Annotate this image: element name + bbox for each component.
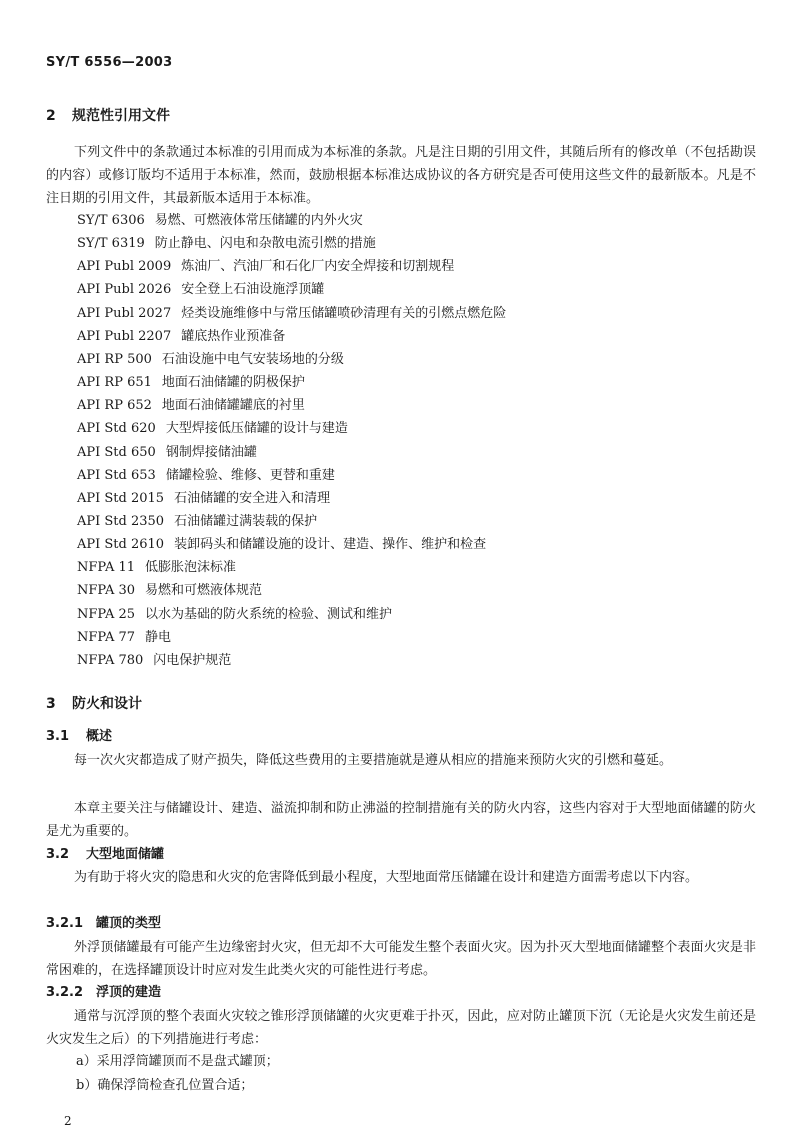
reference-code: API Std 650 <box>77 444 156 460</box>
reference-item <box>77 304 506 324</box>
section-3-1-heading: 3.1 概述 <box>46 729 113 744</box>
section-3-2-heading: 3.2 大型地面储罐 <box>46 847 165 862</box>
reference-item <box>77 257 454 277</box>
reference-item <box>77 605 392 625</box>
reference-title: 防止静电、闪电和杂散电流引燃的措施 <box>154 236 376 252</box>
page-number: 2 <box>64 1114 72 1128</box>
reference-item <box>77 350 344 370</box>
reference-title: 石油储罐的安全进入和清理 <box>174 490 331 506</box>
reference-title: 静电 <box>145 629 172 645</box>
reference-title: 闪电保护规范 <box>153 652 232 668</box>
section-3-2-paragraph: 为有助于将火灾的隐患和火灾的危害降低到最小程度，大型地面常压储罐在设计和建造方面需考虑以下内容。 <box>74 870 699 885</box>
reference-item <box>77 581 262 601</box>
reference-code: API RP 652 <box>77 398 152 414</box>
section-3-2-1-heading: 3.2.1 罐顶的类型 <box>46 916 162 931</box>
reference-title: 地面石油储罐罐底的衬里 <box>161 398 305 414</box>
reference-title: 石油储罐过满装载的保护 <box>174 513 318 529</box>
reference-code: API RP 651 <box>77 375 152 390</box>
reference-code: API Publ 2009 <box>77 259 172 275</box>
reference-item <box>77 280 324 300</box>
reference-item <box>77 373 305 393</box>
section-2-heading: 2 规范性引用文件 <box>46 108 170 124</box>
section-3-1-paragraph-2: 本章主要关注与储罐设计、建造、溢流抑制和防止沸溢的控制措施有关的防火内容，这些内容对于大型地面储罐的防火是尤为重要的。 <box>46 801 756 839</box>
reference-code: SY/T 6319 <box>77 236 145 252</box>
reference-item <box>77 234 376 254</box>
reference-item <box>77 396 305 416</box>
reference-code: NFPA 25 <box>77 606 136 622</box>
reference-code: SY/T 6306 <box>77 213 145 228</box>
reference-item <box>77 512 317 532</box>
reference-code: NFPA 77 <box>77 629 136 645</box>
reference-code: API Std 620 <box>77 421 156 437</box>
reference-item <box>77 443 257 463</box>
reference-code: API RP 500 <box>77 351 152 367</box>
reference-item <box>77 466 335 486</box>
section-3-heading: 3 防火和设计 <box>46 696 142 712</box>
reference-title: 钢制焊接储油罐 <box>165 444 257 460</box>
reference-title: 安全登上石油设施浮顶罐 <box>181 282 325 298</box>
reference-code: API Publ 2207 <box>77 328 172 344</box>
reference-item <box>77 651 231 671</box>
reference-item <box>77 327 285 347</box>
section-3-1-paragraph-1: 每一次火灾都造成了财产损失，降低这些费用的主要措施就是遵从相应的措施来预防火灾的引燃和蔓延。 <box>74 753 673 768</box>
reference-code: NFPA 780 <box>77 652 144 668</box>
reference-item <box>77 628 171 648</box>
reference-title: 石油设施中电气安装场地的分级 <box>161 351 344 367</box>
reference-code: API Std 2350 <box>77 513 165 529</box>
reference-code: API Publ 2026 <box>77 282 172 298</box>
reference-title: 储罐检验、维修、更替和重建 <box>165 467 335 483</box>
section-3-2-1-paragraph: 外浮顶储罐最有可能产生边缘密封火灾，但无却不大可能发生整个表面火灾。因为扑灭大型地面储罐整个表面火灾是非常困难的，在选择罐顶设计时应对发生此类火灾的可能性进行考虑。 <box>46 940 756 978</box>
section-3-2-2-paragraph: 通常与沉浮顶的整个表面火灾较之锥形浮顶储罐的火灾更难于扑灭，因此，应对防止罐顶下沉（无论是火灾发生前还是火灾发生之后）的下列措施进行考虑： <box>46 1009 756 1047</box>
reference-title: 大型焊接低压储罐的设计与建造 <box>165 421 348 437</box>
reference-title: 易燃、可燃液体常压储罐的内外火灾 <box>154 213 363 228</box>
list-item-b: b）确保浮筒检查孔位置合适； <box>76 1078 254 1093</box>
reference-title: 地面石油储罐的阴极保护 <box>161 375 305 390</box>
reference-code: API Std 2610 <box>77 537 165 553</box>
reference-title: 罐底热作业预准备 <box>181 328 286 344</box>
reference-item <box>77 489 330 509</box>
reference-code: API Publ 2027 <box>77 305 172 321</box>
reference-code: NFPA 30 <box>77 583 136 599</box>
section-2-intro: 下列文件中的条款通过本标准的引用而成为本标准的条款。凡是注日期的引用文件，其随后所有的修改单（不包括勘误的内容）或修订版均不适用于本标准，然而，鼓励根据本标准达成协议的各方研究是否可使用这些文件的最新版本。凡是不注日期的引用文件，其最新版本适用于本标准。 <box>46 145 756 206</box>
reference-item <box>77 535 486 555</box>
standard-header: SY/T 6556—2003 <box>46 55 173 70</box>
reference-item <box>77 558 236 578</box>
reference-title: 低膨胀泡沫标准 <box>145 560 237 576</box>
reference-title: 炼油厂、汽油厂和石化厂内安全焊接和切割规程 <box>181 259 455 275</box>
reference-code: NFPA 11 <box>77 560 136 576</box>
reference-item <box>77 419 348 439</box>
reference-title: 烃类设施维修中与常压储罐喷砂清理有关的引燃点燃危险 <box>181 305 507 321</box>
reference-item <box>77 211 363 231</box>
reference-title: 装卸码头和储罐设施的设计、建造、操作、维护和检查 <box>174 537 487 553</box>
reference-code: API Std 2015 <box>77 490 165 506</box>
section-3-2-2-heading: 3.2.2 浮顶的建造 <box>46 985 162 1000</box>
reference-title: 易燃和可燃液体规范 <box>145 583 263 599</box>
reference-code: API Std 653 <box>77 467 156 483</box>
reference-title: 以水为基础的防火系统的检验、测试和维护 <box>145 606 393 622</box>
list-item-a: a）采用浮筒罐顶而不是盘式罐顶； <box>76 1054 279 1069</box>
